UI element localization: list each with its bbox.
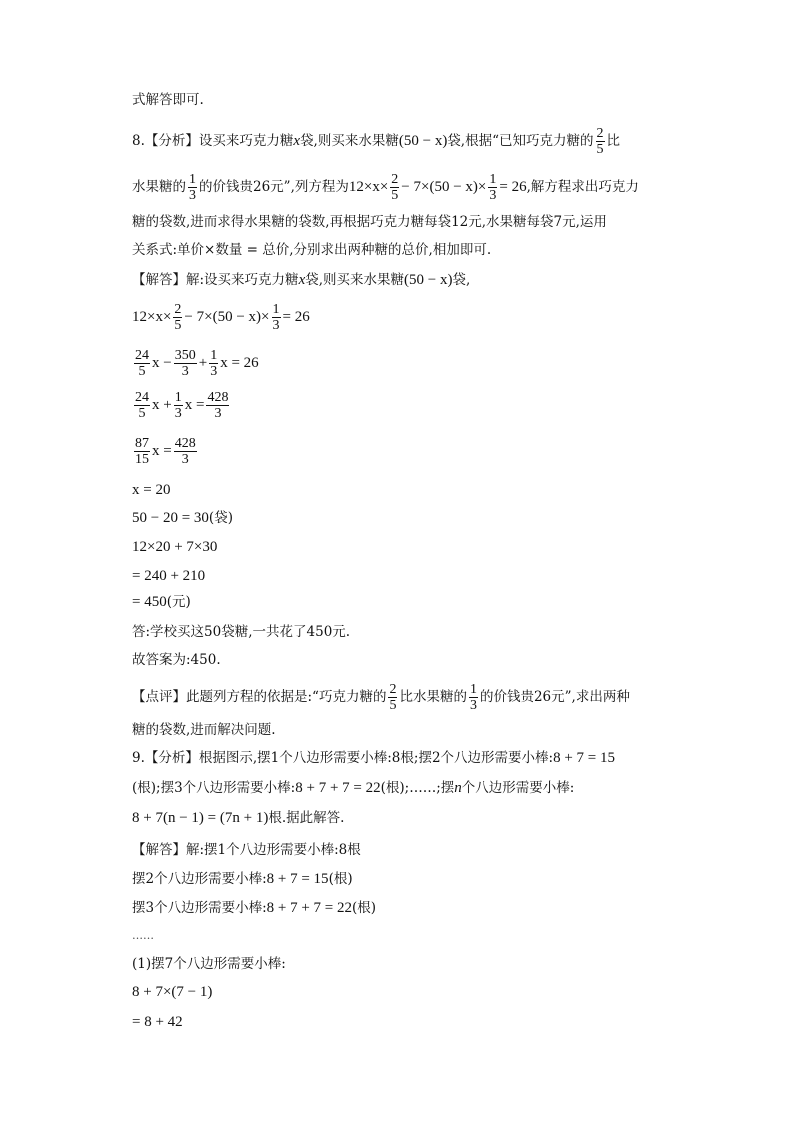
fraction: $\frac{1}{3}$: [210, 348, 218, 379]
text-line: 【点评】此题列方程的依据是:“巧克力糖的 $\frac{2}{5}$ 比水果糖的 $\frac{1}{3}$ 的价钱贵26元”,求出两种: [132, 682, 630, 713]
fraction: $\frac{428}{3}$: [207, 390, 229, 421]
text-line: 故答案为:450.: [132, 652, 221, 668]
equation: = 240 + 210: [132, 568, 206, 584]
text: 袋,则买来水果糖: [305, 272, 405, 288]
text: 比: [606, 133, 621, 149]
text-line: 摆3个八边形需要小棒:8 + 7 + 7 = 22(根): [132, 900, 377, 916]
fraction: $\frac{1}{3}$: [489, 172, 497, 203]
equation: 12×20 + 7×30: [132, 539, 218, 555]
text: 袋,则买来水果糖: [300, 133, 399, 149]
fraction: $\frac{2}{5}$: [391, 172, 399, 203]
equation: 12×x× $\frac{2}{5}$ − 7×(50 − x)× $\frac{1}{3}$ = 26: [132, 302, 310, 333]
text: 袋,根据“已知巧克力糖的: [447, 133, 594, 149]
fraction: $\frac{87}{15}$: [135, 436, 149, 467]
fraction: $\frac{2}{5}$: [389, 682, 397, 713]
fraction: $\frac{428}{3}$: [174, 436, 196, 467]
fraction: $\frac{1}{3}$: [174, 390, 182, 421]
text-line: (根);摆3个八边形需要小棒:8 + 7 + 7 = 22(根);……;摆n个八边形需要小棒:: [132, 780, 575, 796]
fraction: $\frac{24}{5}$: [135, 390, 149, 421]
text-line: [132, 90, 204, 110]
text-line: ……: [132, 929, 154, 942]
text-line: (1)摆7个八边形需要小棒:: [132, 956, 286, 972]
math: = 26: [499, 179, 527, 195]
text-line: 9.【分析】根据图示,摆1个八边形需要小棒:8根;摆2个八边形需要小棒:8 + 7 = 15: [132, 750, 616, 766]
text-line: 糖的袋数,进而解决问题.: [132, 722, 276, 738]
fraction: $\frac{1}{3}$: [272, 302, 280, 333]
fraction: $\frac{350}{3}$: [174, 348, 196, 379]
text: 8.【分析】设买来巧克力糖: [132, 133, 294, 149]
fraction: $\frac{1}{3}$: [189, 172, 196, 203]
text-line: 摆2个八边形需要小棒:8 + 7 = 15(根): [132, 871, 353, 887]
text-line: [132, 212, 607, 232]
fraction: $\frac{2}{5}$: [174, 302, 182, 333]
text: 关系式:单价×数量 = 总价,分别求出两种糖的总价,相加即可.: [132, 242, 492, 258]
text-line: [132, 240, 491, 260]
text-line: [132, 126, 620, 157]
text: ,解方程求出巧克力: [526, 179, 639, 195]
text-line: 答:学校买这50袋糖,一共花了450元.: [132, 624, 351, 640]
math: (50 − x): [398, 133, 448, 149]
math: x: [293, 133, 301, 149]
math: x: [298, 272, 306, 288]
text-line: 8 + 7(n − 1) = (7n + 1)根.据此解答.: [132, 810, 345, 826]
fraction: $\frac{24}{5}$: [135, 348, 149, 379]
equation: = 8 + 42: [132, 1014, 183, 1030]
equation: $\frac{24}{5}$ x + $\frac{1}{3}$ x = $\frac{428}{3}$: [135, 390, 229, 421]
text: 水果糖的: [132, 179, 186, 195]
equation: 8 + 7×(7 − 1): [132, 984, 213, 1000]
text: 式解答即可.: [132, 92, 204, 108]
text: 糖的袋数,进而求得水果糖的袋数,再根据巧克力糖每袋12元,水果糖每袋7元,运用: [132, 214, 607, 230]
text-line: [132, 270, 470, 290]
text: 袋,: [452, 272, 471, 288]
math: 12×x×: [348, 179, 389, 195]
equation: = 450(元): [132, 594, 191, 610]
math: − 7×(50 − x)×: [401, 179, 487, 195]
math: (50 − x): [404, 272, 453, 288]
equation: $\frac{87}{15}$ x = $\frac{428}{3}$: [135, 436, 196, 467]
equation: x = 20: [132, 482, 171, 498]
text: 的价钱贵26元”,列方程为: [199, 179, 349, 195]
equation: 50 − 20 = 30(袋): [132, 510, 233, 526]
equation: $\frac{24}{5}$ x − $\frac{350}{3}$ + $\frac{1}{3}$ x = 26: [135, 348, 259, 379]
fraction: $\frac{1}{3}$: [469, 682, 477, 713]
fraction: $\frac{2}{5}$: [596, 126, 604, 157]
text-line: [132, 172, 639, 203]
text: 【解答】解:设买来巧克力糖: [132, 272, 299, 288]
text-line: 【解答】解:摆1个八边形需要小棒:8根: [132, 842, 361, 858]
